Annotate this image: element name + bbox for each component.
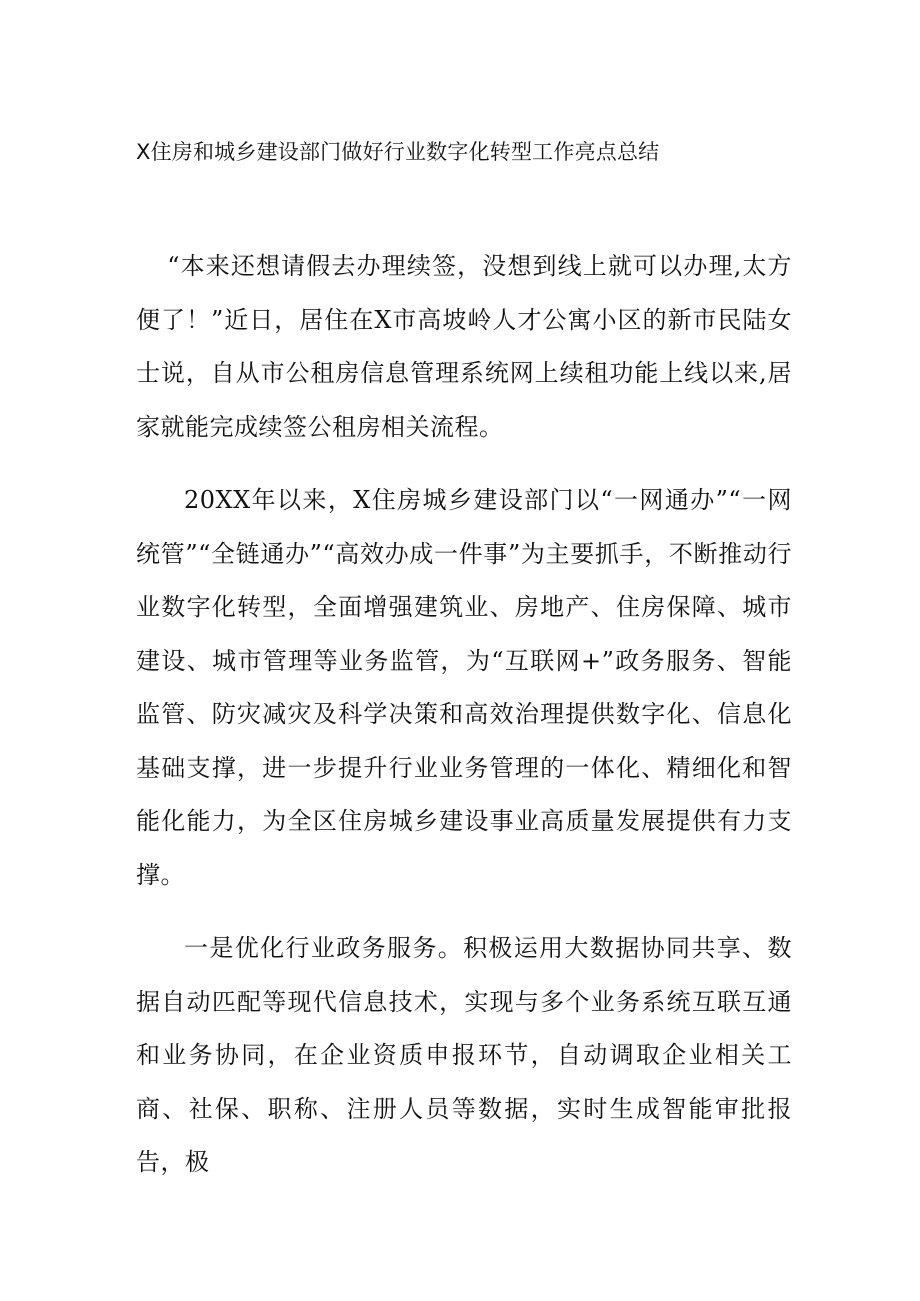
paragraph-intro-quote: “本来还想请假去办理续签，没想到线上就可以办理,太方便了！”近日，居住在X市高坡岭人才公寓小区的新市民陆女士说，自从市公租房信息管理系统网上续租功能上线以来,居家就能完成续签公租房相关流程。: [136, 252, 792, 441]
paragraph-overview: 20XX年以来，X住房城乡建设部门以“一网通办”“一网统管”“全链通办”“高效办成一件事”为主要抓手，不断推动行业数字化转型，全面增强建筑业、房地产、住房保障、城市建设、城市管理等业务监管，为“互联网+”政务服务、智能监管、防灾减灾及科学决策和高效治理提供数字化、信息化基础支撑，进一步提升行业业务管理的一体化、精细化和智能化能力，为全区住房城乡建设事业高质量发展提供有力支撑。: [136, 486, 792, 889]
document-title: X住房和城乡建设部门做好行业数字化转型工作亮点总结: [136, 140, 660, 164]
document-body: [136, 240, 792, 1210]
paragraph-point-one: 一是优化行业政务服务。积极运用大数据协同共享、数据自动匹配等现代信息技术，实现与多个业务系统互联互通和业务协同，在企业资质申报环节，自动调取企业相关工商、社保、职称、注册人员等数据，实时生成智能审批报告，极: [136, 934, 792, 1176]
